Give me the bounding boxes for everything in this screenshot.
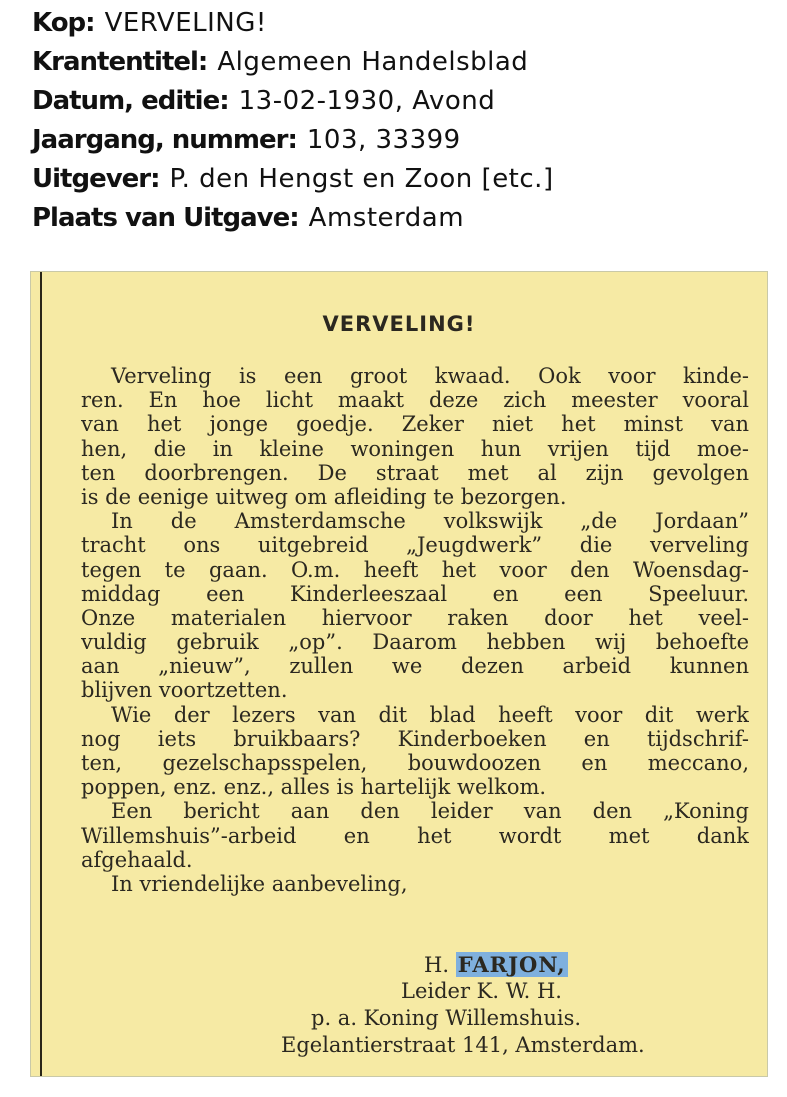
meta-key: Datum, editie:	[32, 86, 229, 116]
meta-row-plaats	[32, 199, 554, 238]
signature-address: Egelantierstraat 141, Amsterdam.	[281, 1033, 645, 1057]
article-body	[81, 364, 749, 896]
article-line: hen, die in kleine woningen hun vrijen tijd moe-	[81, 436, 749, 461]
meta-row-kop	[32, 4, 554, 43]
article-line: tegen te gaan. O.m. heeft het voor den Woensdag-	[81, 557, 749, 582]
article-line: aan „nieuw”, zullen we dezen arbeid kunnen	[81, 654, 749, 679]
meta-value: VERVELING!	[104, 8, 267, 38]
meta-value: 103, 33399	[306, 125, 461, 155]
article-line: Een bericht aan den leider van den „Koning	[111, 799, 749, 824]
article-line: ten doorbrengen. De straat met al zijn gevolgen	[81, 460, 749, 485]
article-line: vuldig gebruik „op”. Daarom hebben wij behoefte	[81, 630, 749, 655]
meta-key: Jaargang, nummer:	[32, 125, 297, 155]
article-line: tracht ons uitgebreid „Jeugdwerk” die verveling	[81, 533, 749, 558]
article-line: is de eenige uitweg om afleiding te bezorgen.	[81, 484, 567, 509]
article-line: blijven voortzetten.	[81, 678, 288, 703]
article-line: In de Amsterdamsche volkswijk „de Jordaan”	[111, 509, 749, 534]
meta-value: 13-02-1930, Avond	[238, 86, 496, 116]
signature-name	[424, 952, 568, 977]
article-line: Onze materialen hiervoor raken door het veel-	[81, 605, 749, 630]
newspaper-clipping	[30, 271, 768, 1077]
meta-row-krantentitel	[32, 43, 554, 82]
article-line: ren. En hoe licht maakt deze zich meester vooral	[81, 388, 749, 413]
meta-row-uitgever	[32, 160, 554, 199]
meta-key: Plaats van Uitgave:	[32, 203, 299, 233]
article-line: nog iets bruikbaars? Kinderboeken en tijdschrif-	[81, 726, 749, 751]
signature-care-of: p. a. Koning Willemshuis.	[311, 1006, 582, 1030]
article-line: afgehaald.	[81, 847, 193, 872]
column-rule	[40, 272, 42, 1076]
highlighted-name: FARJON,	[457, 952, 566, 977]
article-line: ten, gezelschapsspelen, bouwdoozen en meccano,	[81, 751, 749, 775]
meta-key: Krantentitel:	[32, 47, 208, 77]
article-line: Wie der lezers van dit blad heeft voor dit werk	[111, 702, 749, 727]
meta-row-datum	[32, 82, 554, 121]
meta-value: P. den Hengst en Zoon [etc.]	[169, 164, 554, 194]
metadata-block	[32, 4, 554, 238]
article-line: middag een Kinderleeszaal en een Speeluur.	[81, 581, 749, 606]
meta-value: Algemeen Handelsblad	[217, 47, 529, 77]
meta-row-jaargang	[32, 121, 554, 160]
article-line: van het jonge goedje. Zeker niet het minst van	[81, 412, 749, 437]
meta-key: Uitgever:	[32, 164, 160, 194]
meta-key: Kop:	[32, 8, 95, 38]
article-line: poppen, enz. enz., alles is hartelijk welkom.	[81, 775, 547, 800]
article-line: Verveling is een groot kwaad. Ook voor kinde-	[111, 364, 749, 388]
signature-role: Leider K. W. H.	[401, 979, 562, 1003]
article-line: In vriendelijke aanbeveling,	[111, 871, 408, 896]
signature-initial: H.	[424, 953, 449, 977]
article-title: VERVELING!	[322, 312, 476, 336]
meta-value: Amsterdam	[308, 203, 465, 233]
article-line: Willemshuis”-arbeid en het wordt met dank	[81, 823, 749, 848]
